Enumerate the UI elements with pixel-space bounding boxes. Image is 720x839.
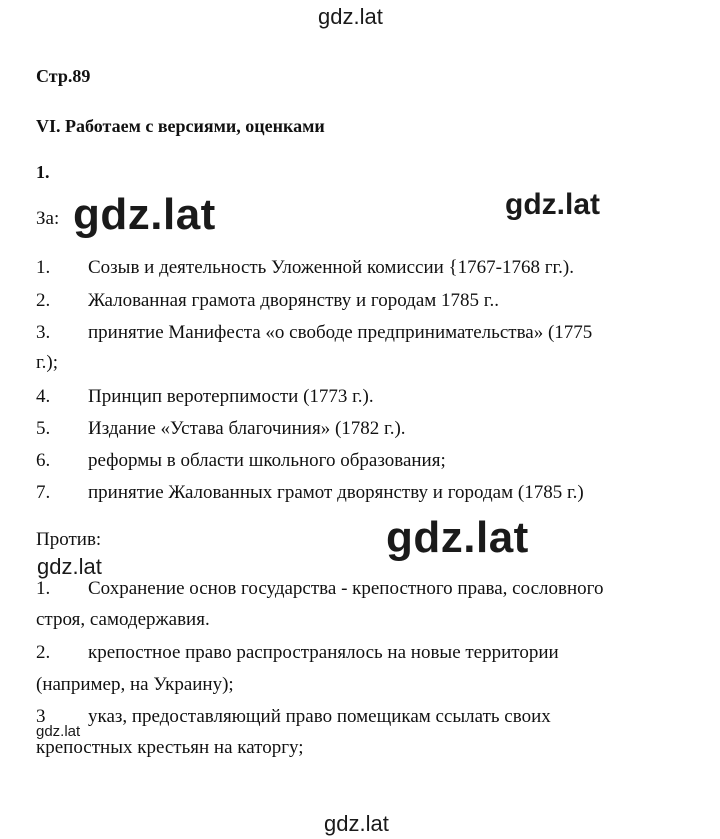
for-item-text: реформы в области школьного образования;: [88, 450, 446, 471]
against-item-number: 3: [36, 706, 46, 727]
section-title: VI. Работаем с версиями, оценками: [36, 116, 325, 136]
for-item-number: 3.: [36, 322, 51, 343]
for-item-number: 5.: [36, 418, 51, 439]
for-item-number: 6.: [36, 450, 51, 471]
for-item-continuation: г.);: [36, 352, 59, 373]
against-item-continuation: крепостных крестьян на каторгу;: [36, 737, 304, 758]
watermark-right: gdz.lat: [505, 188, 600, 221]
for-item-text: Жалованная грамота дворянству и городам 1785 г..: [88, 290, 499, 311]
watermark-bottom: gdz.lat: [324, 811, 389, 836]
against-item-text: указ, предоставляющий право помещикам ссылать своих: [88, 706, 551, 727]
for-item-number: 4.: [36, 386, 51, 407]
against-item-number: 2.: [36, 642, 51, 663]
against-item-text: крепостное право распространялось на новые территории: [88, 642, 559, 663]
for-item-text: Созыв и деятельность Уложенной комиссии {1767-1768 гг.).: [88, 257, 574, 278]
against-item-continuation: (например, на Украину);: [36, 674, 234, 695]
watermark-small-left: gdz.lat: [36, 723, 81, 740]
task-number: 1.: [36, 162, 50, 182]
against-item-text: Сохранение основ государства - крепостного права, сословного: [88, 578, 604, 599]
for-item-text: Издание «Устава благочиния» (1782 г.).: [88, 418, 406, 439]
watermark-top: gdz.lat: [318, 4, 383, 29]
for-item-number: 1.: [36, 257, 51, 278]
against-item-number: 1.: [36, 578, 51, 599]
for-label: За:: [36, 208, 60, 229]
for-item-text: принятие Манифеста «о свободе предпринимательства» (1775: [88, 322, 593, 343]
against-label: Против:: [36, 529, 102, 550]
for-item-text: принятие Жалованных грамот дворянству и городам (1785 г.): [88, 482, 584, 503]
for-item-text: Принцип веротерпимости (1773 г.).: [88, 386, 374, 407]
page-label: Стр.89: [36, 66, 91, 86]
watermark-center-big: gdz.lat: [386, 513, 529, 562]
watermark-left-mid: gdz.lat: [37, 554, 102, 579]
against-item-continuation: строя, самодержавия.: [36, 609, 210, 630]
for-item-number: 7.: [36, 482, 51, 503]
watermark-big-left: gdz.lat: [73, 190, 216, 239]
for-item-number: 2.: [36, 290, 51, 311]
